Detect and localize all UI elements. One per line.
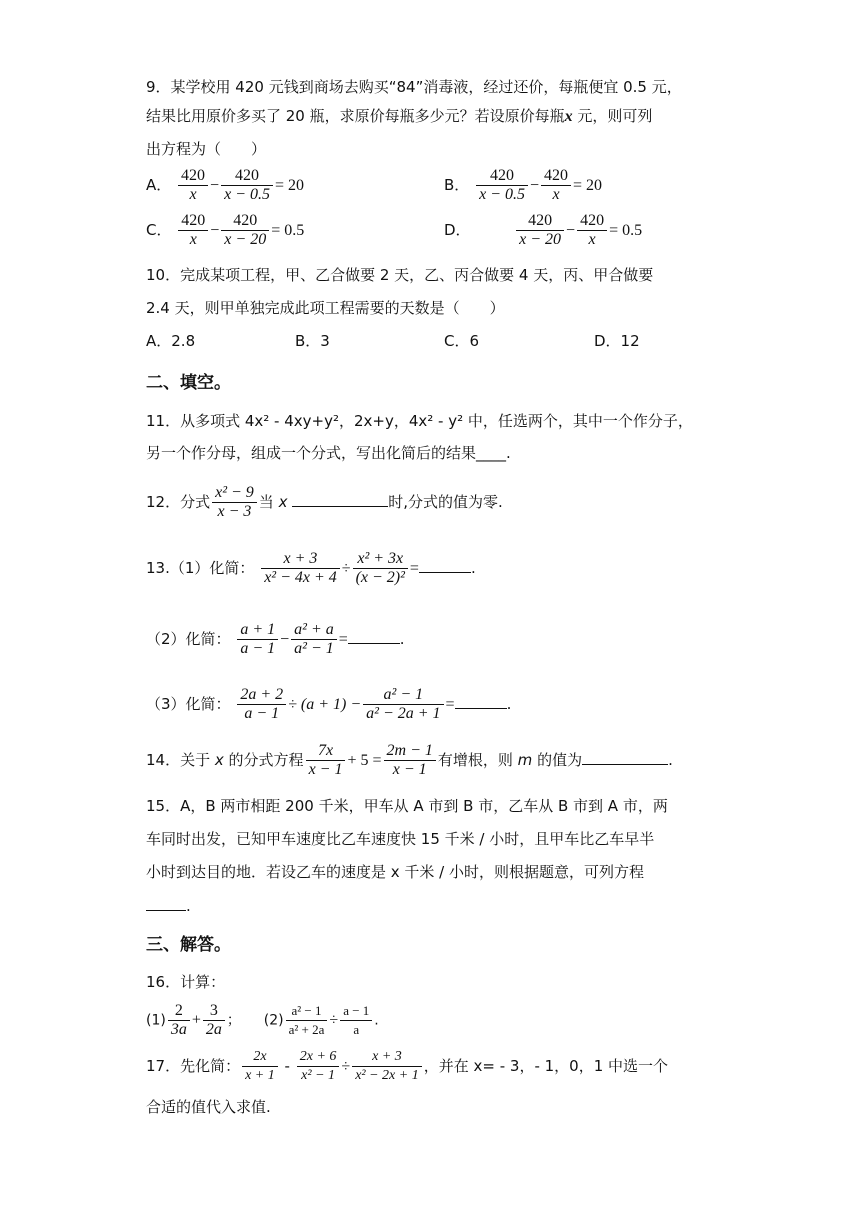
q10-line2: 2.4 天，则甲单独完成此项工程需要的天数是（ ） xyxy=(146,299,505,317)
q10-option-d: D．12 xyxy=(594,332,640,350)
q9-line2: 结果比用原价多买了 20 瓶，求原价每瓶多少元？若设原价每瓶x 元，则可列 xyxy=(146,107,653,125)
q17-line1: 17．先化简： $\frac{2x}{x + 1}$ - $\frac{2x + 6}{\text{x² − 1}}$ ÷ $\frac{x + 3}{\text{x² − 2x + 1}}$ ，并在 x= - 3，- 1，0，1 中选一个 xyxy=(146,1049,669,1083)
q9-option-c: C． $\frac{420}{x}$ − $\frac{420}{x - 20}$ = 0.5 xyxy=(146,212,305,248)
q13-part2-blank[interactable] xyxy=(348,642,400,644)
q10-line1: 10．完成某项工程，甲、乙合做要 2 天，乙、丙合做要 4 天，丙、甲合做要 xyxy=(146,266,654,284)
q13-part1: 13.（1）化简： $\frac{x + 3}{\text{x² − 4x + 4}}$ ÷ $\frac{\text{x² + 3x}}{\text{(x − 2)²}}$ = . xyxy=(146,550,476,586)
q14-blank[interactable] xyxy=(582,763,668,765)
q15-line1: 15．A，B 两市相距 200 千米，甲车从 A 市到 B 市，乙车从 B 市到 A 市，两 xyxy=(146,797,668,815)
q9-option-d: D． $\frac{420}{x - 20}$ − $\frac{420}{x}$ = 0.5 xyxy=(444,212,643,248)
q15-answer: . xyxy=(146,895,191,917)
section-heading-answer: 三、解答。 xyxy=(146,935,231,955)
q11-line2: 另一个作分母，组成一个分式，写出化简后的结果____. xyxy=(146,444,511,462)
q11-line1: 11．从多项式 4x² - 4xy+y²，2x+y，4x² - y² 中，任选两个，其中一个作分子， xyxy=(146,412,693,430)
q13-part3: （3）化简： $\frac{2a + 2}{a - 1}$ ÷ (a + 1) − $\frac{\text{a² − 1}}{\text{a² − 2a + 1}}$ = . xyxy=(146,686,512,722)
q12-blank[interactable] xyxy=(292,505,388,507)
q9-option-b: B． $\frac{420}{x - 0.5}$ − $\frac{420}{x}$ = 20 xyxy=(444,167,603,203)
q15-blank[interactable] xyxy=(146,909,186,911)
q12: 12．分式 $\frac{\text{x² − 9}}{x - 3}$ 当 x 时,分式的值为零. xyxy=(146,484,503,520)
q17-line2: 合适的值代入求值. xyxy=(146,1098,271,1116)
q16-label: 16．计算： xyxy=(146,973,226,991)
q16-expressions: (1) $\frac{2}{3a}$ + $\frac{3}{2a}$ ； (2) $\frac{\text{a² − 1}}{\text{a² + 2a}}$ ÷ $\frac{a - 1}{a}$ . xyxy=(146,1002,379,1038)
q10-option-b: B．3 xyxy=(295,332,330,350)
q15-line3: 小时到达目的地．若设乙车的速度是 x 千米 / 小时，则根据题意，可列方程 xyxy=(146,863,645,881)
q13-part2: （2）化简： $\frac{a + 1}{a - 1}$ − $\frac{\text{a² + a}}{\text{a² − 1}}$ = . xyxy=(146,621,405,657)
q15-line2: 车同时出发，已知甲车速度比乙车速度快 15 千米 / 小时，且甲车比乙车早半 xyxy=(146,830,655,848)
q13-part1-blank[interactable] xyxy=(419,571,471,573)
q9-line3: 出方程为（ ） xyxy=(146,140,267,158)
q10-option-c: C．6 xyxy=(444,332,480,350)
q9-option-a: A． $\frac{420}{x}$ − $\frac{420}{x - 0.5}$ = 20 xyxy=(146,167,305,203)
q14: 14．关于 x 的分式方程 $\frac{7x}{x - 1}$ + 5 = $\frac{2m - 1}{x - 1}$ 有增根，则 m 的值为 . xyxy=(146,742,673,778)
q13-part3-blank[interactable] xyxy=(455,707,507,709)
q9-line1: 9．某学校用 420 元钱到商场去购买“84”消毒液，经过还价，每瓶便宜 0.5 元， xyxy=(146,78,682,96)
q10-option-a: A．2.8 xyxy=(146,332,196,350)
section-heading-fill-blank: 二、填空。 xyxy=(146,373,231,393)
